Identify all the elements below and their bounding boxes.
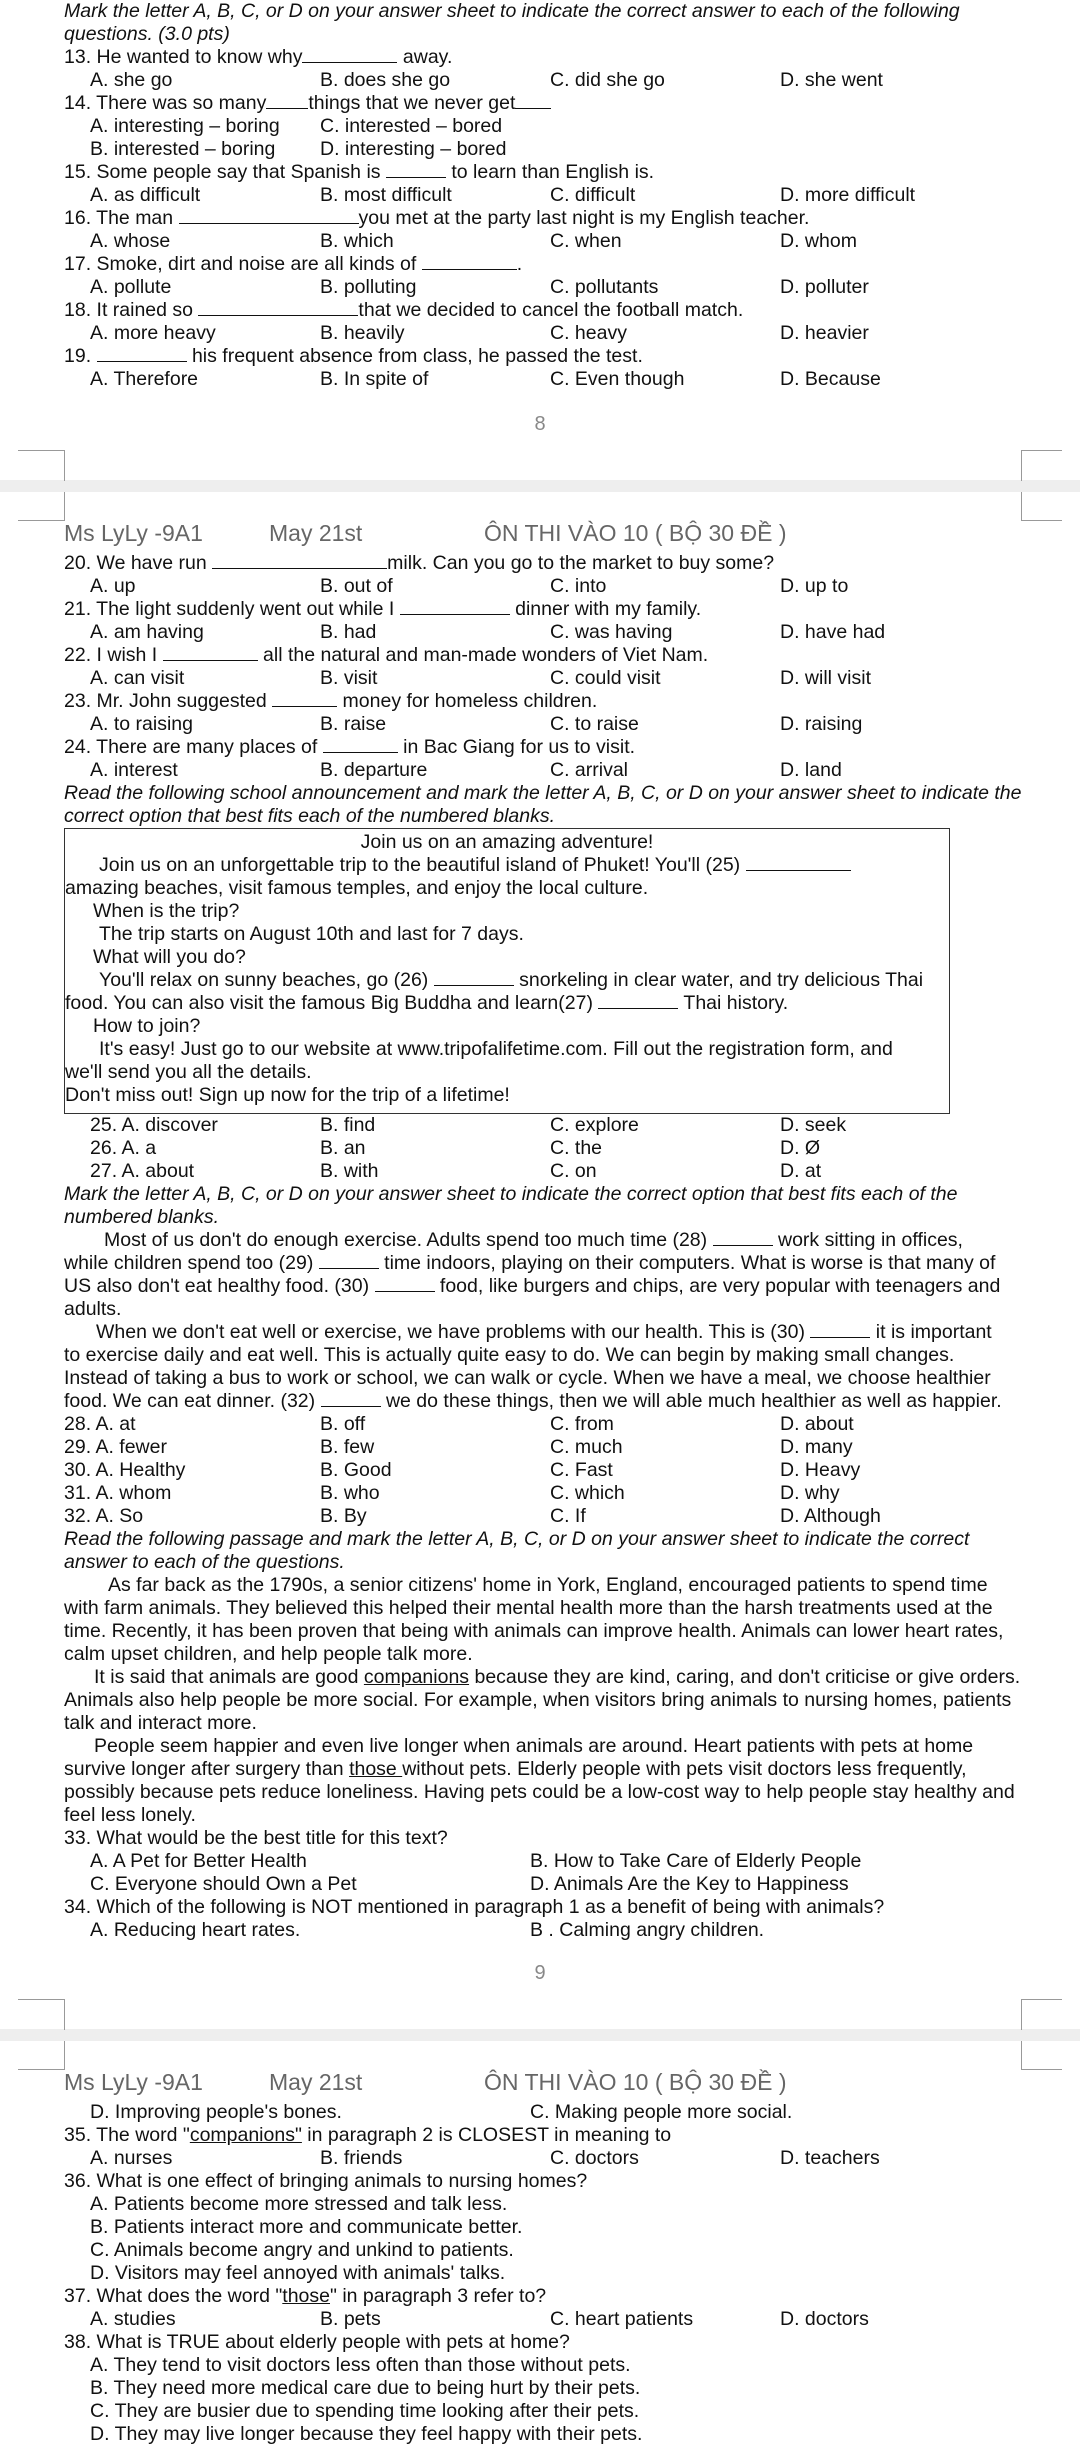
option[interactable]: D. seek xyxy=(780,1114,847,1136)
option[interactable]: C. Even though xyxy=(550,368,685,390)
option[interactable]: D. whom xyxy=(780,230,857,252)
page-corner-mark xyxy=(18,1999,65,2030)
option[interactable]: 26. A. a xyxy=(90,1137,157,1159)
header-date: May 21st xyxy=(269,2069,363,2095)
option[interactable]: C. from xyxy=(550,1413,614,1435)
page-9 xyxy=(0,492,1080,2029)
option[interactable]: A. They tend to visit doctors less often than those without pets. xyxy=(90,2354,631,2376)
option[interactable]: D. heavier xyxy=(780,322,869,344)
options-30 xyxy=(64,1459,1024,1482)
option[interactable]: B. heavily xyxy=(320,322,405,344)
option[interactable]: B. Good xyxy=(320,1459,392,1481)
page-number: 9 xyxy=(534,1962,546,1984)
header-title: ÔN THI VÀO 10 ( BỘ 30 ĐỀ ) xyxy=(484,520,787,546)
announcement-what-heading: What will you do? xyxy=(93,946,246,968)
option[interactable]: D. at xyxy=(780,1160,822,1182)
option[interactable]: C. the xyxy=(550,1137,603,1159)
announcement-box xyxy=(64,828,950,1114)
option[interactable]: D. Because xyxy=(780,368,881,390)
instruction-announcement: Read the following school announcement and mark the letter A, B, C, or D on your answer sheet to indicate the correct option that best fits each of the numbered blanks. xyxy=(64,782,1022,827)
option[interactable]: A. interesting – boring xyxy=(90,115,280,137)
option[interactable]: C. heart patients xyxy=(550,2308,694,2330)
page-header xyxy=(64,492,1024,552)
passage2: As far back as the 1790s, a senior citizens' home in York, England, encouraged patients to spend time with farm animals. They believed this helped their mental health more than the harsh treatments used at the time. Recently, it has been proven that being with animals can improve health. Animals can lower heart rates, calm upset children, and help people talk more. It is said that animals are good companions because they are kind, caring, and don't criticise or give orders. Animals also help people be more social. For example, when visitors bring animals to nursing homes, patients talk and interact more. People seem happier and even live longer when animals are around. Heart patients with pets at home survive longer after surgery than those without pets. Elderly people with pets visit doctors less frequently, possibly because pets reduce loneliness. Having pets could be a low-cost way to help people stay healthy and feel less lonely. xyxy=(64,1574,1021,1826)
header-date: May 21st xyxy=(269,520,363,546)
option[interactable]: B. friends xyxy=(320,2147,403,2169)
options-14a xyxy=(64,115,1024,138)
option[interactable]: C. did she go xyxy=(550,69,665,91)
announcement-how-cont: we'll send you all the details. xyxy=(65,1061,312,1083)
option[interactable]: B. How to Take Care of Elderly People xyxy=(530,1850,862,1872)
question-38: 38. What is TRUE about elderly people with pets at home? xyxy=(64,2331,570,2353)
header-name: Ms LyLy -9A1 xyxy=(64,2069,203,2095)
option[interactable]: B. few xyxy=(320,1436,375,1458)
question-34: 34. Which of the following is NOT mentioned in paragraph 1 as a benefit of being with animals? xyxy=(64,1896,885,1918)
page-number: 8 xyxy=(534,413,546,435)
option[interactable]: C. Fast xyxy=(550,1459,613,1481)
option[interactable]: 30. A. Healthy xyxy=(64,1459,186,1481)
page-gap xyxy=(0,2029,1080,2041)
question-18: 18. It rained so that we decided to cancel the football match. xyxy=(64,299,744,321)
option[interactable]: D. polluter xyxy=(780,276,869,298)
option[interactable]: A. Reducing heart rates. xyxy=(90,1919,301,1941)
options-33a xyxy=(64,1850,1024,1873)
passage1: Most of us don't do enough exercise. Adults spend too much time (28) work sitting in offices, while children spend too (29) time indoors, playing on their computers. What is worse is that many of US also don't eat healthy food. (30) food, like burgers and chips, are very popular with teenagers and adults. When we don't eat well or exercise, we have problems with our health. This is (30) it is important to exercise daily and eat well. This is actually quite easy to do. We can begin by making small changes. Instead of taking a bus to work or school, we can walk or cycle. When we have a meal, we choose healthier food. We can eat dinner. (32) we do these things, then we will able much healthier as well as happier. xyxy=(64,1229,1002,1412)
question-22: 22. I wish I all the natural and man-made wonders of Viet Nam. xyxy=(64,644,709,666)
option[interactable]: C. heavy xyxy=(550,322,627,344)
question-19: 19. his frequent absence from class, he passed the test. xyxy=(64,345,643,367)
options-15 xyxy=(64,184,1024,207)
option[interactable]: B. an xyxy=(320,1137,366,1159)
option[interactable]: C. difficult xyxy=(550,184,636,206)
option[interactable]: D. will visit xyxy=(780,667,871,689)
option[interactable]: B. polluting xyxy=(320,276,417,298)
option[interactable]: C. Animals become angry and unkind to patients. xyxy=(90,2239,514,2261)
option[interactable]: A. more heavy xyxy=(90,322,216,344)
options-32 xyxy=(64,1505,1024,1528)
option[interactable]: B. does she go xyxy=(320,69,451,91)
option[interactable]: A. studies xyxy=(90,2308,176,2330)
question-17: 17. Smoke, dirt and noise are all kinds of . xyxy=(64,253,523,275)
options-33b xyxy=(64,1873,1024,1896)
option[interactable]: B. raise xyxy=(320,713,387,735)
option[interactable]: C. They are busier due to spending time looking after their pets. xyxy=(90,2400,640,2422)
options-21 xyxy=(64,621,1024,644)
question-14: 14. There was so many things that we never get xyxy=(64,92,1024,115)
option[interactable]: C. interested – bored xyxy=(320,115,503,137)
options-18 xyxy=(64,322,1024,345)
header-title: ÔN THI VÀO 10 ( BỘ 30 ĐỀ ) xyxy=(484,2069,787,2095)
option[interactable]: D. teachers xyxy=(780,2147,880,2169)
options-29 xyxy=(64,1436,1024,1459)
option[interactable]: B. which xyxy=(320,230,394,252)
option[interactable]: A. as difficult xyxy=(90,184,201,206)
options-34b xyxy=(64,2101,1024,2124)
question-20: 20. We have run milk. Can you go to the market to buy some? xyxy=(64,552,775,574)
option[interactable]: D. Although xyxy=(780,1505,881,1527)
option[interactable]: D. Animals Are the Key to Happiness xyxy=(530,1873,849,1895)
option[interactable]: D. Heavy xyxy=(780,1459,861,1481)
option[interactable]: B. find xyxy=(320,1114,376,1136)
option[interactable]: C. when xyxy=(550,230,622,252)
option[interactable]: D. Ø xyxy=(780,1137,821,1159)
option[interactable]: B. interested – boring xyxy=(90,138,276,160)
option[interactable]: B. visit xyxy=(320,667,378,689)
option[interactable]: B. off xyxy=(320,1413,366,1435)
page-10 xyxy=(0,2041,1080,2446)
options-31 xyxy=(64,1482,1024,1505)
question-37: 37. What does the word "those" in paragraph 3 refer to? xyxy=(64,2285,547,2307)
option[interactable]: A. whose xyxy=(90,230,171,252)
option[interactable]: A. to raising xyxy=(90,713,193,735)
option[interactable]: B. departure xyxy=(320,759,428,781)
options-37 xyxy=(64,2308,1024,2331)
options-23 xyxy=(64,713,1024,736)
option[interactable]: A. up xyxy=(90,575,136,597)
page-corner-mark xyxy=(1021,492,1062,521)
instruction-passage1: Mark the letter A, B, C, or D on your answer sheet to indicate the correct option that best fits each of the numbered blanks. xyxy=(64,1183,958,1228)
option[interactable]: C. pollutants xyxy=(550,276,659,298)
option[interactable]: C. could visit xyxy=(550,667,661,689)
option[interactable]: D. have had xyxy=(780,621,886,643)
option[interactable]: B. pets xyxy=(320,2308,381,2330)
option[interactable]: D. raising xyxy=(780,713,863,735)
options-22 xyxy=(64,667,1024,690)
option[interactable]: D. more difficult xyxy=(780,184,916,206)
option[interactable]: B. They need more medical care due to being hurt by their pets. xyxy=(90,2377,641,2399)
option[interactable]: B. who xyxy=(320,1482,380,1504)
option[interactable]: B. had xyxy=(320,621,377,643)
page-gap xyxy=(0,480,1080,492)
page-corner-mark xyxy=(1021,2041,1062,2070)
question-13: 13. He wanted to know why away. xyxy=(64,46,453,68)
options-19 xyxy=(64,368,1024,391)
option[interactable]: D. why xyxy=(780,1482,840,1504)
option[interactable]: C. which xyxy=(550,1482,625,1504)
option[interactable]: D. up to xyxy=(780,575,849,597)
announcement-what-cont: food. You can also visit the famous Big Buddha and learn(27) Thai history. xyxy=(65,992,789,1014)
page-header xyxy=(64,2041,1024,2101)
option[interactable]: C. was having xyxy=(550,621,673,643)
option[interactable]: B. In spite of xyxy=(320,368,429,390)
option[interactable]: 28. A. at xyxy=(64,1413,136,1435)
options-16 xyxy=(64,230,1024,253)
option[interactable]: 31. A. whom xyxy=(64,1482,172,1504)
option[interactable]: D. interesting – bored xyxy=(320,138,507,160)
question-36: 36. What is one effect of bringing animals to nursing homes? xyxy=(64,2170,588,2192)
page-corner-mark xyxy=(1021,1999,1062,2030)
announcement-when-heading: When is the trip? xyxy=(93,900,240,922)
announcement-how: It's easy! Just go to our website at www.tripofalifetime.com. Fill out the registration form, and xyxy=(99,1038,893,1060)
options-36 xyxy=(64,2193,1024,2285)
options-20 xyxy=(64,575,1024,598)
option[interactable]: 25. A. discover xyxy=(90,1114,218,1136)
option[interactable]: D. Improving people's bones. xyxy=(90,2101,342,2123)
option[interactable]: B. By xyxy=(320,1505,367,1527)
options-27 xyxy=(64,1160,1024,1183)
options-25 xyxy=(64,1114,1024,1137)
announcement-closing: Don't miss out! Sign up now for the trip of a lifetime! xyxy=(65,1084,510,1106)
option[interactable]: D. she went xyxy=(780,69,883,91)
option[interactable]: A. pollute xyxy=(90,276,172,298)
instruction-passage2: Read the following passage and mark the letter A, B, C, or D on your answer sheet to indicate the correct answer to each of the questions. xyxy=(64,1528,970,1573)
option[interactable]: D. Visitors may feel annoyed with animals' talks. xyxy=(90,2262,506,2284)
options-24 xyxy=(64,759,1024,782)
option[interactable]: C. Everyone should Own a Pet xyxy=(90,1873,357,1895)
option[interactable]: C. to raise xyxy=(550,713,639,735)
question-23: 23. Mr. John suggested money for homeless children. xyxy=(64,690,598,712)
option[interactable]: C. If xyxy=(550,1505,586,1527)
page-corner-mark xyxy=(1021,450,1062,481)
option[interactable]: B. with xyxy=(320,1160,379,1182)
option[interactable]: B. out of xyxy=(320,575,393,597)
option[interactable]: A. she go xyxy=(90,69,173,91)
announcement-what: You'll relax on sunny beaches, go (26) snorkeling in clear water, and try delicious Thai xyxy=(99,969,924,991)
option[interactable]: 29. A. fewer xyxy=(64,1436,167,1458)
option[interactable]: D. land xyxy=(780,759,842,781)
question-24: 24. There are many places of in Bac Giang for us to visit. xyxy=(64,736,636,758)
option[interactable]: C. much xyxy=(550,1436,623,1458)
announcement-how-heading: How to join? xyxy=(93,1015,201,1037)
option[interactable]: D. many xyxy=(780,1436,853,1458)
option[interactable]: B. Patients interact more and communicate better. xyxy=(90,2216,523,2238)
option[interactable]: D. They may live longer because they feel happy with their pets. xyxy=(90,2423,643,2445)
announcement-intro: Join us on an unforgettable trip to the beautiful island of Phuket! You'll (25) xyxy=(65,854,949,877)
option[interactable]: C. Making people more social. xyxy=(530,2101,793,2123)
announcement-title: Join us on an amazing adventure! xyxy=(360,831,654,853)
option[interactable]: C. explore xyxy=(550,1114,639,1136)
question-35: 35. The word "companions" in paragraph 2 is CLOSEST in meaning to xyxy=(64,2124,672,2146)
option[interactable]: A. nurses xyxy=(90,2147,173,2169)
option[interactable]: D. about xyxy=(780,1413,854,1435)
question-16: 16. The man you met at the party last night is my English teacher. xyxy=(64,207,810,229)
options-14b xyxy=(64,138,1024,161)
header-name: Ms LyLy -9A1 xyxy=(64,520,203,546)
options-17 xyxy=(64,276,1024,299)
options-28 xyxy=(64,1413,1024,1436)
page-8 xyxy=(0,0,1080,480)
option[interactable]: 27. A. about xyxy=(90,1160,195,1182)
option[interactable]: A. Therefore xyxy=(90,368,199,390)
option[interactable]: A. can visit xyxy=(90,667,185,689)
options-34a xyxy=(64,1919,1024,1942)
announcement-intro-cont: amazing beaches, visit famous temples, and enjoy the local culture. xyxy=(65,877,649,899)
option[interactable]: A. A Pet for Better Health xyxy=(90,1850,307,1872)
options-35 xyxy=(64,2147,1024,2170)
page-corner-mark xyxy=(18,450,65,481)
options-26 xyxy=(64,1137,1024,1160)
announcement-when: The trip starts on August 10th and last for 7 days. xyxy=(99,923,524,945)
option[interactable]: C. doctors xyxy=(550,2147,639,2169)
option[interactable]: B . Calming angry children. xyxy=(530,1919,765,1941)
instruction-heading: Mark the letter A, B, C, or D on your answer sheet to indicate the correct answer to each of the following questions. (3.0 pts) xyxy=(64,0,960,45)
question-33: 33. What would be the best title for this text? xyxy=(64,1827,448,1849)
option[interactable]: D. doctors xyxy=(780,2308,869,2330)
option[interactable]: A. Patients become more stressed and talk less. xyxy=(90,2193,508,2215)
question-21: 21. The light suddenly went out while I dinner with my family. xyxy=(64,598,702,620)
option[interactable]: A. am having xyxy=(90,621,204,643)
option[interactable]: A. interest xyxy=(90,759,178,781)
question-15: 15. Some people say that Spanish is to learn than English is. xyxy=(64,161,655,183)
option[interactable]: B. most difficult xyxy=(320,184,452,206)
option[interactable]: C. arrival xyxy=(550,759,629,781)
option[interactable]: 32. A. So xyxy=(64,1505,144,1527)
options-13 xyxy=(64,69,1024,92)
option[interactable]: C. into xyxy=(550,575,607,597)
options-38 xyxy=(64,2354,1024,2446)
option[interactable]: C. on xyxy=(550,1160,597,1182)
